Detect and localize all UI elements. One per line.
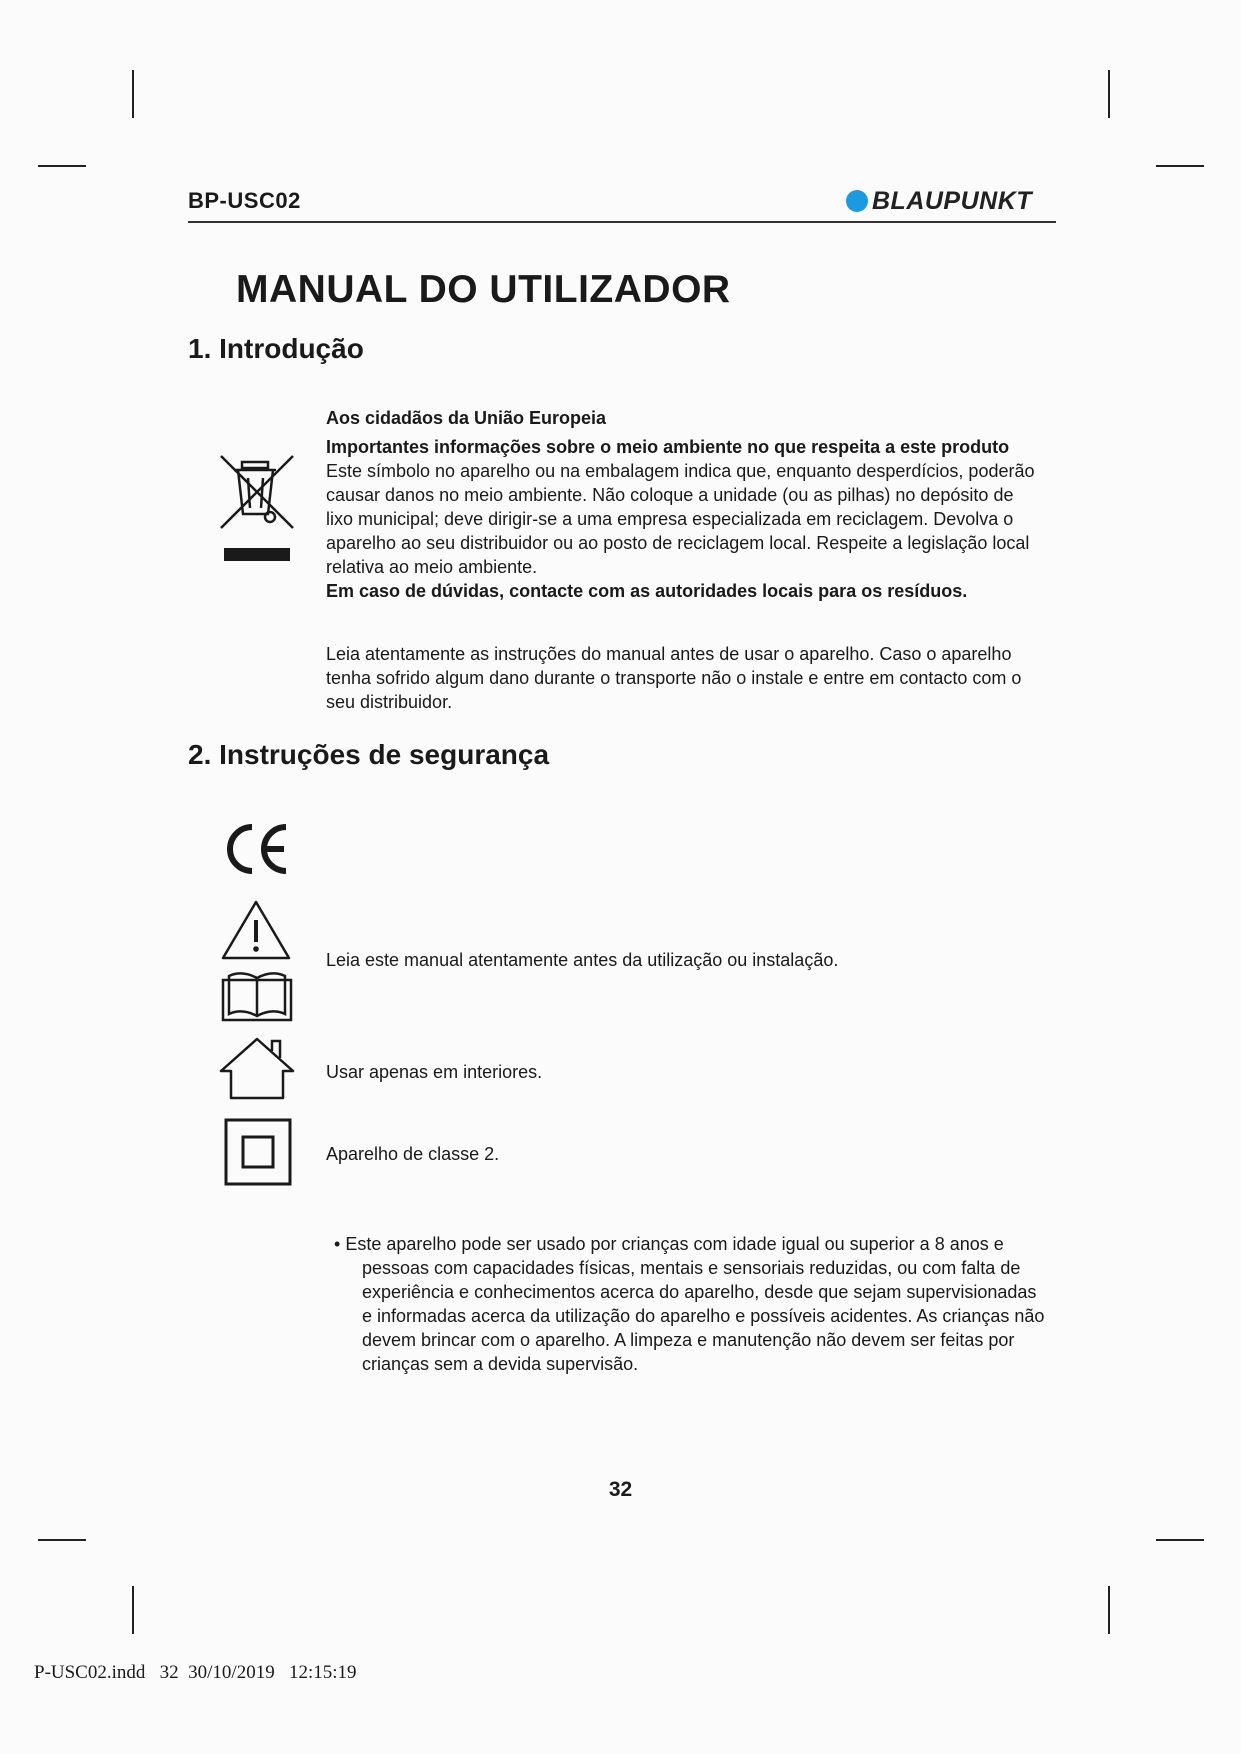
bullet-line xyxy=(334,1232,1064,1256)
bullet-text: Este aparelho pode ser usado por crianças com idade igual ou superior a 8 anos e xyxy=(345,1234,1004,1254)
bullet-line: experiência e conhecimentos acerca do aparelho, desde que sejam supervisionadas xyxy=(362,1282,1037,1302)
crop-mark xyxy=(1108,1586,1110,1634)
environment-line: lixo municipal; deve dirigir-se a uma empresa especializada em reciclagem. Devolva o xyxy=(326,509,1014,529)
page-number: 32 xyxy=(608,1478,633,1501)
brand-dot-icon xyxy=(846,190,868,212)
read-manual-text: Leia este manual atentamente antes da utilização ou instalação. xyxy=(326,950,839,970)
warning-icon xyxy=(220,898,292,962)
doubts-note: Em caso de dúvidas, contacte com as autoridades locais para os resíduos. xyxy=(326,581,968,601)
read-line: Leia atentamente as instruções do manual antes de usar o aparelho. Caso o aparelho xyxy=(326,644,1012,664)
section-heading-intro: 1. Introdução xyxy=(188,333,364,364)
crop-mark xyxy=(132,70,134,118)
environment-line: Este símbolo no aparelho ou na embalagem indica que, enquanto desperdícios, poderão xyxy=(326,461,1035,481)
class2-icon xyxy=(224,1118,292,1186)
bullet-line: crianças sem a devida supervisão. xyxy=(362,1354,639,1374)
eu-notice xyxy=(326,406,1056,430)
bullet-line: devem brincar com o aparelho. A limpeza e manutenção não devem ser feitas por xyxy=(362,1330,1015,1350)
eu-heading: Aos cidadãos da União Europeia xyxy=(326,408,607,428)
environment-line: aparelho ao seu distribuidor ou ao posto de reciclagem local. Respeite a legislação local xyxy=(326,533,1030,553)
print-slug: P-USC02.indd 32 30/10/2019 12:15:19 xyxy=(34,1662,357,1683)
bullet-symbol: • xyxy=(334,1234,341,1254)
environment-heading: Importantes informações sobre o meio ambiente no que respeita a este produto xyxy=(326,437,1010,457)
environment-notice xyxy=(326,435,1056,603)
children-safety-bullet xyxy=(334,1232,1064,1376)
read-line: tenha sofrido algum dano durante o transporte não o instale e entre em contacto com o xyxy=(326,668,1022,688)
ce-mark-icon xyxy=(222,820,292,878)
brand-name: BLAUPUNKT xyxy=(872,186,1033,215)
section-heading-safety: 2. Instruções de segurança xyxy=(188,739,550,770)
header-rule xyxy=(188,221,1056,223)
read-line: seu distribuidor. xyxy=(326,692,453,712)
indoor-use-text: Usar apenas em interiores. xyxy=(326,1062,543,1082)
class2-text: Aparelho de classe 2. xyxy=(326,1144,500,1164)
read-instructions xyxy=(326,642,1056,714)
brand-logo xyxy=(846,186,1032,216)
weee-bin-icon xyxy=(218,452,296,566)
environment-line: relativa ao meio ambiente. xyxy=(326,557,538,577)
crop-mark xyxy=(38,1539,86,1541)
bullet-line: e informadas acerca da utilização do aparelho e possíveis acidentes. As crianças não xyxy=(362,1306,1045,1326)
crop-mark xyxy=(1156,1539,1204,1541)
environment-line: causar danos no meio ambiente. Não coloque a unidade (ou as pilhas) no depósito de xyxy=(326,485,1014,505)
header-model: BP-USC02 xyxy=(188,188,301,213)
crop-mark xyxy=(1156,165,1204,167)
crop-mark xyxy=(132,1586,134,1634)
page-title: MANUAL DO UTILIZADOR xyxy=(236,268,731,311)
house-icon xyxy=(218,1035,296,1101)
bullet-line: pessoas com capacidades físicas, mentais e sensoriais reduzidas, ou com falta de xyxy=(362,1258,1021,1278)
crop-mark xyxy=(38,165,86,167)
manual-book-icon xyxy=(220,966,294,1024)
crop-mark xyxy=(1108,70,1110,118)
